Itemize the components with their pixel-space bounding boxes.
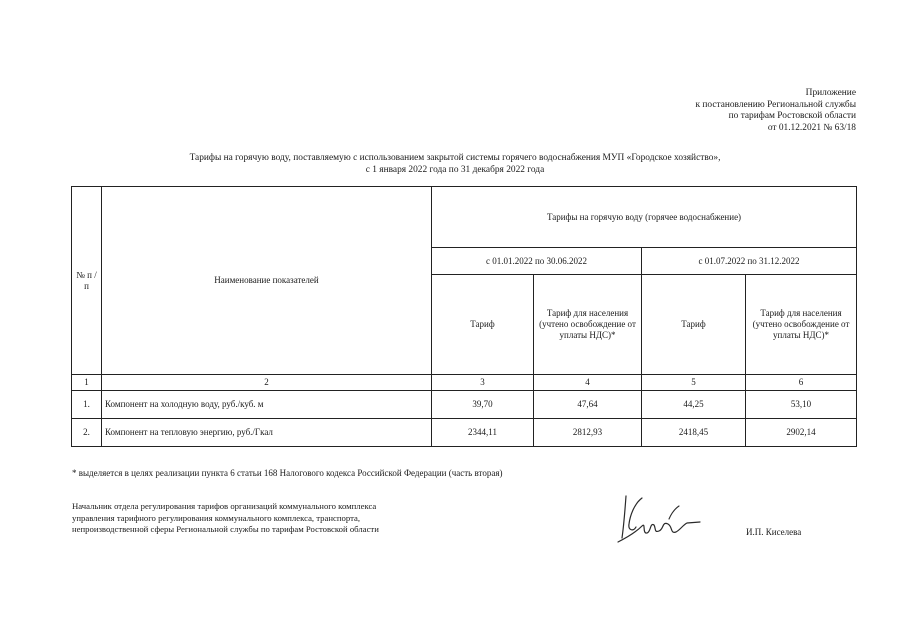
header-tariff-2: Тариф	[642, 275, 746, 375]
appendix-line-4: от 01.12.2021 № 63/18	[767, 122, 856, 133]
colnum-3: 3	[432, 375, 534, 391]
row-value: 44,25	[642, 391, 746, 419]
colnum-1: 1	[72, 375, 102, 391]
header-period-2: с 01.07.2022 по 31.12.2022	[642, 248, 857, 275]
title-line-2: с 1 января 2022 года по 31 декабря 2022 года	[365, 164, 545, 175]
appendix-line-1: Приложение	[805, 88, 856, 98]
tariffs-table	[71, 186, 857, 447]
header-tariff-pop-1: Тариф для населения (учтено освобождение от уплаты НДС)*	[534, 275, 642, 375]
table-row	[72, 419, 857, 447]
row-value: 39,70	[432, 391, 534, 419]
signer-name: И.П. Киселева	[746, 527, 802, 537]
header-name: Наименование показателей	[102, 187, 432, 375]
title-line-1: Тарифы на горячую воду, поставляемую с использованием закрытой системы горячего водоснабжения МУП «Городское хозяйство»,	[189, 153, 721, 163]
row-value: 53,10	[746, 391, 857, 419]
row-value: 2344,11	[432, 419, 534, 447]
header-group: Тарифы на горячую воду (горячее водоснабжение)	[432, 187, 857, 248]
handwritten-signature	[612, 492, 702, 548]
appendix-header	[695, 88, 856, 134]
appendix-line-2: к постановлению Региональной службы	[695, 99, 856, 110]
document-title	[60, 153, 850, 176]
table-row	[72, 391, 857, 419]
row-value: 2902,14	[746, 419, 857, 447]
row-num: 2.	[72, 419, 102, 447]
row-name: Компонент на холодную воду, руб./куб. м	[102, 391, 432, 419]
signature-line-3: непроизводственной сферы Региональной службы по тарифам Ростовской области	[72, 524, 379, 534]
column-number-row	[72, 375, 857, 391]
colnum-6: 6	[746, 375, 857, 391]
row-name: Компонент на тепловую энергию, руб./Гкал	[102, 419, 432, 447]
header-tariff-pop-2: Тариф для населения (учтено освобождение от уплаты НДС)*	[746, 275, 857, 375]
footnote: * выделяется в целях реализации пункта 6 статьи 168 Налогового кодекса Российской Федерации (часть вторая)	[72, 468, 503, 478]
signature-block	[72, 501, 379, 536]
header-period-1: с 01.01.2022 по 30.06.2022	[432, 248, 642, 275]
colnum-5: 5	[642, 375, 746, 391]
row-value: 2418,45	[642, 419, 746, 447]
row-num: 1.	[72, 391, 102, 419]
row-value: 47,64	[534, 391, 642, 419]
signature-line-2: управления тарифного регулирования коммунального комплекса, транспорта,	[72, 512, 361, 523]
colnum-4: 4	[534, 375, 642, 391]
row-value: 2812,93	[534, 419, 642, 447]
header-num: № п /п	[72, 187, 102, 375]
colnum-2: 2	[102, 375, 432, 391]
appendix-line-3: по тарифам Ростовской области	[728, 111, 856, 122]
header-tariff-1: Тариф	[432, 275, 534, 375]
signature-line-1: Начальник отдела регулирования тарифов организаций коммунального комплекса	[72, 501, 377, 511]
